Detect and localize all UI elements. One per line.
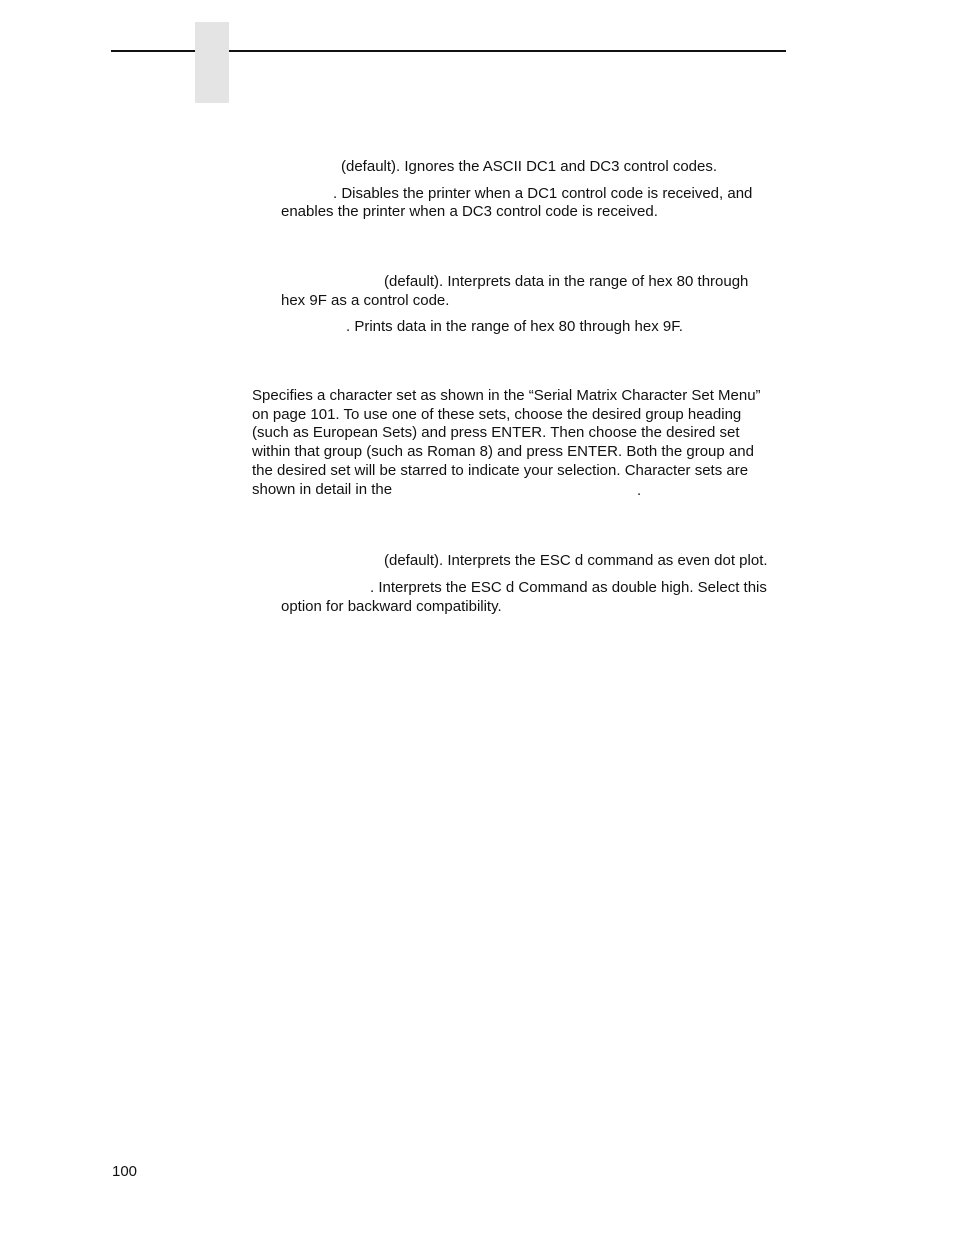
- character-set-line-3: (such as European Sets) and press ENTER. Then choose the desired set: [252, 424, 740, 442]
- page-number: 100: [112, 1163, 138, 1180]
- character-set-line-2: on page 101. To use one of these sets, choose the desired group heading: [252, 405, 742, 423]
- hex-option-control-line2: hex 9F as a control code.: [281, 292, 450, 309]
- character-set-end-period: .: [637, 482, 642, 499]
- header-rule-right: [229, 50, 786, 52]
- esc-d-option-double-high-line1: . Interprets the ESC d Command as double high. Select this: [370, 579, 767, 596]
- character-set-line-5: the desired set will be starred to indicate your selection. Character sets are: [252, 461, 749, 479]
- dc1-dc3-option-ignore: (default). Ignores the ASCII DC1 and DC3 control codes.: [341, 158, 718, 175]
- header-rule-left: [111, 50, 195, 52]
- character-set-line-4: within that group (such as Roman 8) and press ENTER. Both the group and: [252, 443, 754, 461]
- dc1-dc3-option-enable-line2: enables the printer when a DC3 control code is received.: [281, 203, 658, 220]
- character-set-line-1: Specifies a character set as shown in the “Serial Matrix Character Set Menu”: [252, 387, 761, 404]
- hex-option-control-line1: (default). Interprets data in the range of hex 80 through: [384, 273, 749, 290]
- esc-d-option-even-dot: (default). Interprets the ESC d command as even dot plot.: [384, 552, 768, 569]
- hex-option-printable: . Prints data in the range of hex 80 through hex 9F.: [346, 318, 683, 335]
- dc1-dc3-option-enable-line1: . Disables the printer when a DC1 control code is received, and: [333, 185, 753, 202]
- chapter-tab-block: [195, 22, 229, 103]
- esc-d-option-double-high-line2: option for backward compatibility.: [281, 598, 502, 615]
- character-set-description: [252, 387, 792, 499]
- character-set-line-6: shown in detail in the: [252, 480, 393, 498]
